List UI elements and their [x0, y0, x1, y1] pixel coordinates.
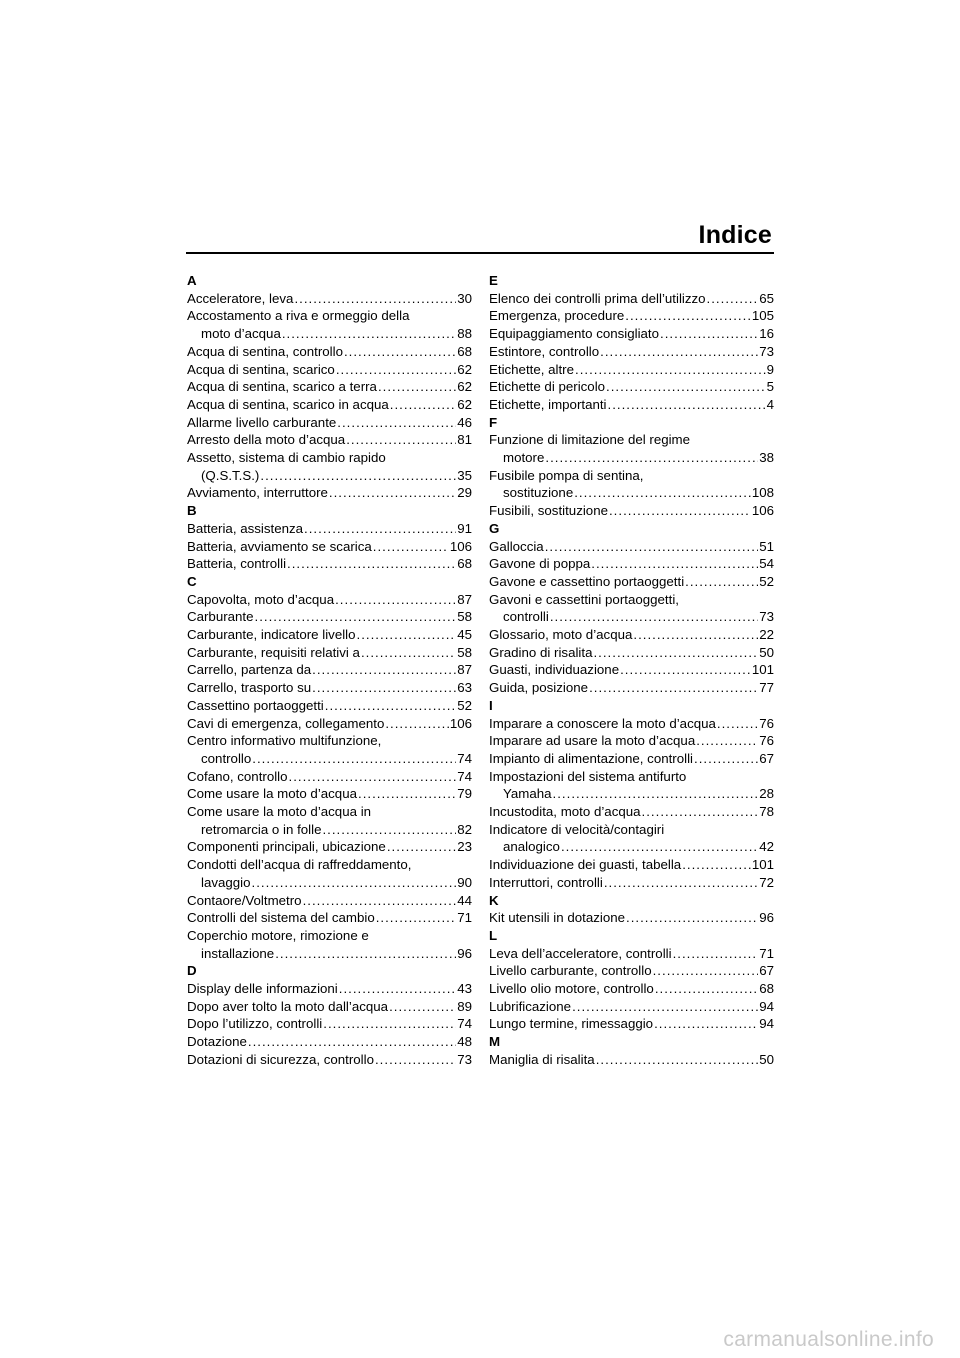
index-entry-page: 88: [457, 326, 472, 342]
dot-leader: [255, 608, 457, 626]
dot-leader: [717, 715, 758, 733]
dot-leader: [357, 626, 457, 644]
dot-leader: [593, 644, 758, 662]
dot-leader: [252, 874, 457, 892]
dot-leader: [654, 1015, 758, 1033]
index-entry-text: Gavone di poppa: [489, 556, 591, 572]
index-letter-heading: M: [489, 1034, 501, 1050]
index-entry-text: Display delle informazioni: [187, 981, 338, 997]
index-entry-page: 73: [759, 343, 774, 359]
index-entry: [489, 856, 774, 874]
index-entry-text: installazione: [201, 945, 275, 961]
index-entry-text: Livello carburante, controllo: [489, 963, 652, 979]
index-entry: [187, 644, 472, 662]
index-entry: [187, 768, 472, 786]
index-entry-text: Capovolta, moto d’acqua: [187, 591, 335, 607]
dot-leader: [339, 980, 456, 998]
index-entry-text: Acceleratore, leva: [187, 290, 294, 306]
index-entry-text: Acqua di sentina, scarico in acqua: [187, 396, 389, 412]
index-entry-page: 106: [449, 538, 472, 554]
index-entry-page: 68: [457, 343, 472, 359]
index-entry-text: Leva dell’acceleratore, controlli: [489, 945, 672, 961]
index-entry-text: Arresto della moto d’acqua: [187, 432, 346, 448]
dot-leader: [322, 821, 456, 839]
index-entry: [489, 307, 774, 325]
dot-leader: [375, 1051, 456, 1069]
index-entry-text: Impianto di alimentazione, controlli: [489, 750, 693, 766]
index-entry-text: Imparare ad usare la moto d’acqua: [489, 733, 696, 749]
index-entry-text: sostituzione: [503, 485, 574, 501]
dot-leader: [329, 484, 456, 502]
index-entry-page: 45: [457, 627, 472, 643]
index-entry-text: Livello olio motore, controllo: [489, 981, 654, 997]
index-entry: [489, 361, 774, 379]
index-entry-text: Acqua di sentina, scarico a terra: [187, 379, 377, 395]
dot-leader: [335, 591, 456, 609]
dot-leader: [642, 803, 759, 821]
index-entry: [187, 626, 472, 644]
index-entry-page: 74: [457, 768, 472, 784]
dot-leader: [625, 307, 751, 325]
index-entry-text: Accostamento a riva e ormeggio della: [187, 308, 410, 324]
index-entry: [187, 892, 472, 910]
index-entry-page: 4: [766, 396, 774, 412]
index-entry: [489, 732, 774, 750]
index-entry-page: 54: [759, 556, 774, 572]
index-entry-text: Fusibili, sostituzione: [489, 503, 608, 519]
index-entry: [187, 998, 472, 1016]
index-entry: [489, 1051, 774, 1069]
index-entry-text: Contaore/Voltmetro: [187, 892, 302, 908]
dot-leader: [312, 679, 456, 697]
dot-leader: [685, 573, 758, 591]
index-letter-heading: F: [489, 414, 498, 430]
index-entry: [489, 803, 774, 821]
index-entry: [489, 591, 774, 626]
index-entry-page: 74: [457, 1016, 472, 1032]
index-letter-heading: B: [187, 503, 197, 519]
index-entry: [489, 555, 774, 573]
index-entry-text: analogico: [503, 839, 560, 855]
dot-leader: [561, 838, 758, 856]
index-entry-page: 106: [449, 715, 472, 731]
index-letter-heading: C: [187, 573, 197, 589]
index-entry-text: Cassettino portaoggetti: [187, 697, 324, 713]
index-entry-text: Cofano, controllo: [187, 768, 288, 784]
index-entry: [187, 608, 472, 626]
index-entry-page: 52: [457, 697, 472, 713]
dot-leader: [275, 945, 456, 963]
index-entry: [187, 431, 472, 449]
index-entry-page: 108: [751, 485, 774, 501]
index-entry: [489, 396, 774, 414]
index-letter-heading: L: [489, 927, 498, 943]
index-entry: [489, 644, 774, 662]
index-entry-page: 68: [759, 981, 774, 997]
index-entry: [489, 821, 774, 856]
dot-leader: [609, 502, 751, 520]
index-entry-text: Emergenza, procedure: [489, 308, 625, 324]
index-entry-page: 42: [759, 839, 774, 855]
index-entry-page: 81: [457, 432, 472, 448]
index-entry-page: 62: [457, 379, 472, 395]
index-entry-page: 35: [457, 467, 472, 483]
dot-leader: [373, 538, 449, 556]
index-entry-text: Avviamento, interruttore: [187, 485, 328, 501]
index-entry-text: Condotti dell’acqua di raffreddamento,: [187, 857, 412, 873]
index-entry: [489, 945, 774, 963]
index-entry: [187, 555, 472, 573]
dot-leader: [550, 608, 758, 626]
dot-leader: [682, 856, 751, 874]
index-entry-text: Interruttori, controlli: [489, 874, 603, 890]
dot-leader: [337, 414, 456, 432]
index-entry: [489, 998, 774, 1016]
index-entry: [187, 538, 472, 556]
index-entry-text: Batteria, assistenza: [187, 520, 304, 536]
index-entry: [187, 361, 472, 379]
index-entry-text: Gradino di risalita: [489, 644, 593, 660]
dot-leader: [633, 626, 758, 644]
index-entry-page: 82: [457, 821, 472, 837]
dot-leader: [389, 998, 456, 1016]
dot-leader: [303, 892, 457, 910]
index-entry: [187, 396, 472, 414]
index-entry: [489, 467, 774, 502]
dot-leader: [673, 945, 759, 963]
index-entry-page: 62: [457, 396, 472, 412]
index-entry-page: 89: [457, 998, 472, 1014]
index-entry-page: 94: [759, 998, 774, 1014]
index-entry: [489, 768, 774, 803]
index-entry-text: Assetto, sistema di cambio rapido: [187, 450, 386, 466]
index-entry: [187, 414, 472, 432]
index-entry: [489, 573, 774, 591]
index-entry: [489, 874, 774, 892]
index-entry-page: 87: [457, 662, 472, 678]
dot-leader: [591, 555, 758, 573]
index-entry-text: Dotazioni di sicurezza, controllo: [187, 1051, 374, 1067]
index-entry-text: Come usare la moto d’acqua: [187, 786, 357, 802]
index-entry-text: Kit utensili in dotazione: [489, 910, 626, 926]
dot-leader: [545, 449, 758, 467]
index-entry: [187, 803, 472, 838]
index-entry-page: 5: [766, 379, 774, 395]
index-entry: [187, 679, 472, 697]
index-entry-text: Etichette, importanti: [489, 396, 607, 412]
dot-leader: [252, 750, 456, 768]
dot-leader: [626, 909, 758, 927]
index-entry: [489, 750, 774, 768]
index-entry-page: 105: [751, 308, 774, 324]
index-entry: [187, 838, 472, 856]
index-letter-heading: K: [489, 892, 499, 908]
index-column-left: [187, 272, 472, 1069]
index-entry: [187, 484, 472, 502]
index-entry-text: Individuazione dei guasti, tabella: [489, 857, 682, 873]
index-entry: [187, 715, 472, 733]
index-entry-text: Yamaha: [503, 786, 552, 802]
index-entry-page: 96: [759, 910, 774, 926]
index-entry: [187, 697, 472, 715]
index-entry: [489, 962, 774, 980]
index-entry: [187, 785, 472, 803]
dot-leader: [572, 998, 758, 1016]
index-entry: [187, 856, 472, 891]
index-entry-text: controllo: [201, 750, 252, 766]
index-entry-page: 44: [457, 892, 472, 908]
dot-leader: [361, 644, 456, 662]
index-entry: [187, 307, 472, 342]
index-entry-page: 62: [457, 361, 472, 377]
index-entry-page: 52: [759, 573, 774, 589]
dot-leader: [282, 325, 456, 343]
dot-leader: [655, 980, 758, 998]
dot-leader: [248, 1033, 456, 1051]
dot-leader: [304, 520, 456, 538]
dot-leader: [376, 909, 456, 927]
dot-leader: [696, 732, 758, 750]
dot-leader: [287, 555, 456, 573]
index-entry-page: 51: [759, 538, 774, 554]
index-entry-text: Glossario, moto d’acqua: [489, 627, 633, 643]
dot-leader: [653, 962, 759, 980]
index-entry-page: 71: [759, 945, 774, 961]
index-entry: [187, 927, 472, 962]
index-entry-page: 76: [759, 715, 774, 731]
index-entry-page: 73: [759, 609, 774, 625]
index-entry-page: 16: [759, 326, 774, 342]
index-entry-text: Gavone e cassettino portaoggetti: [489, 573, 685, 589]
index-entry-text: Carrello, partenza da: [187, 662, 312, 678]
index-entry-page: 67: [759, 750, 774, 766]
index-entry: [489, 502, 774, 520]
index-entry-text: Centro informativo multifunzione,: [187, 733, 382, 749]
index-entry-page: 22: [759, 627, 774, 643]
dot-leader: [596, 1051, 759, 1069]
index-entry-text: Guasti, individuazione: [489, 662, 620, 678]
index-entry-text: Galloccia: [489, 538, 544, 554]
index-entry: [489, 1015, 774, 1033]
index-entry-text: Come usare la moto d’acqua in: [187, 804, 372, 820]
dot-leader: [608, 396, 766, 414]
index-entry-page: 43: [457, 981, 472, 997]
index-entry-page: 30: [457, 290, 472, 306]
index-entry-page: 101: [751, 857, 774, 873]
index-entry-text: Dotazione: [187, 1034, 247, 1050]
index-entry-page: 101: [751, 662, 774, 678]
dot-leader: [620, 661, 751, 679]
index-entry-text: Elenco dei controlli prima dell’utilizzo: [489, 290, 706, 306]
index-entry-text: Batteria, controlli: [187, 556, 287, 572]
index-entry-page: 58: [457, 644, 472, 660]
index-entry-text: Carburante, requisiti relativi a: [187, 644, 360, 660]
dot-leader: [545, 538, 759, 556]
index-entry: [489, 661, 774, 679]
index-entry-text: Estintore, controllo: [489, 343, 600, 359]
index-entry-text: Carburante, indicatore livello: [187, 627, 356, 643]
index-entry-text: Cavi di emergenza, collegamento: [187, 715, 385, 731]
dot-leader: [325, 697, 456, 715]
index-entry-page: 46: [457, 414, 472, 430]
index-entry-page: 79: [457, 786, 472, 802]
index-entry: [489, 431, 774, 466]
index-entry-text: Maniglia di risalita: [489, 1051, 595, 1067]
page-title: Indice: [698, 221, 772, 249]
dot-leader: [344, 343, 456, 361]
index-entry-text: retromarcia o in folle: [201, 821, 322, 837]
index-entry-text: controlli: [503, 609, 549, 625]
index-entry: [187, 1051, 472, 1069]
index-entry-page: 48: [457, 1034, 472, 1050]
index-entry-page: 74: [457, 750, 472, 766]
index-letter-heading: G: [489, 520, 500, 536]
dot-leader: [378, 378, 456, 396]
index-entry-text: Impostazioni del sistema antifurto: [489, 768, 687, 784]
index-entry-text: Fusibile pompa di sentina,: [489, 467, 644, 483]
dot-leader: [312, 661, 456, 679]
index-entry-text: Indicatore di velocità/contagiri: [489, 821, 665, 837]
index-entry-page: 106: [751, 503, 774, 519]
index-entry: [187, 1033, 472, 1051]
index-entry-text: (Q.S.T.S.): [201, 467, 260, 483]
index-entry: [187, 661, 472, 679]
index-entry-text: Funzione di limitazione del regime: [489, 432, 691, 448]
index-entry: [187, 591, 472, 609]
index-entry-page: 50: [759, 1051, 774, 1067]
index-entry-page: 96: [457, 945, 472, 961]
index-letter-heading: A: [187, 273, 197, 288]
index-entry-page: 78: [759, 804, 774, 820]
dot-leader: [600, 343, 758, 361]
dot-leader: [606, 378, 766, 396]
index-entry-text: Lubrificazione: [489, 998, 572, 1014]
index-entry-text: Dopo l’utilizzo, controlli: [187, 1016, 323, 1032]
index-entry-page: 67: [759, 963, 774, 979]
index-entry-page: 23: [457, 839, 472, 855]
index-entry: [187, 449, 472, 484]
index-entry-page: 38: [759, 450, 774, 465]
index-entry-page: 65: [759, 290, 774, 306]
index-entry: [187, 520, 472, 538]
index-entry-text: Incustodita, moto d’acqua: [489, 804, 641, 820]
index-entry-page: 28: [759, 786, 774, 802]
index-entry-text: Acqua di sentina, controllo: [187, 343, 343, 359]
index-entry-page: 50: [759, 644, 774, 660]
dot-leader: [358, 785, 456, 803]
index-entry: [187, 1015, 472, 1033]
index-entry-page: 87: [457, 591, 472, 607]
dot-leader: [575, 361, 766, 379]
index-entry-page: 63: [457, 680, 472, 696]
index-entry-text: Lungo termine, rimessaggio: [489, 1016, 654, 1032]
index-entry-page: 77: [759, 680, 774, 696]
index-entry-page: 94: [759, 1016, 774, 1032]
dot-leader: [289, 768, 457, 786]
index-entry-text: Equipaggiamento consigliato: [489, 326, 660, 342]
dot-leader: [260, 467, 456, 485]
dot-leader: [390, 396, 456, 414]
index-entry-text: lavaggio: [201, 874, 251, 890]
dot-leader: [574, 484, 751, 502]
index-entry-text: Coperchio motore, rimozione e: [187, 927, 369, 943]
index-entry: [489, 626, 774, 644]
index-entry-text: Etichette di pericolo: [489, 379, 606, 395]
index-entry-page: 58: [457, 609, 472, 625]
dot-leader: [694, 750, 758, 768]
index-entry-page: 73: [457, 1051, 472, 1067]
index-entry: [187, 980, 472, 998]
index-letter-heading: E: [489, 273, 498, 288]
index-entry-text: Controlli del sistema del cambio: [187, 910, 375, 926]
index-entry: [187, 909, 472, 927]
index-letter-heading: D: [187, 963, 197, 979]
dot-leader: [385, 715, 448, 733]
index-entry: [187, 343, 472, 361]
watermark: carmanualsonline.info: [723, 1328, 934, 1351]
index-entry: [489, 290, 774, 308]
index-entry: [489, 325, 774, 343]
index-entry-page: 72: [759, 874, 774, 890]
index-entry-page: 91: [457, 520, 472, 536]
index-entry-text: moto d’acqua: [201, 326, 281, 342]
dot-leader: [553, 785, 759, 803]
index-entry: [489, 679, 774, 697]
dot-leader: [323, 1015, 456, 1033]
index-entry: [187, 732, 472, 767]
index-entry-text: Carrello, trasporto su: [187, 680, 312, 696]
dot-leader: [387, 838, 456, 856]
index-entry: [489, 538, 774, 556]
index-entry-page: 71: [457, 910, 472, 926]
index-entry-page: 68: [457, 556, 472, 572]
title-rule: [186, 252, 774, 254]
index-entry-text: Guida, posizione: [489, 680, 589, 696]
index-entry-text: Etichette, altre: [489, 361, 574, 377]
dot-leader: [707, 290, 759, 308]
index-entry: [187, 378, 472, 396]
index-entry-text: Imparare a conoscere la moto d’acqua: [489, 715, 716, 731]
index-entry-text: Dopo aver tolto la moto dall’acqua: [187, 998, 389, 1014]
index-letter-heading: I: [489, 697, 493, 713]
index-entry-page: 90: [457, 874, 472, 890]
dot-leader: [589, 679, 758, 697]
index-entry: [489, 378, 774, 396]
index-entry-text: Componenti principali, ubicazione: [187, 839, 386, 855]
dot-leader: [294, 290, 456, 308]
index-entry-text: Acqua di sentina, scarico: [187, 361, 335, 377]
index-entry-text: Allarme livello carburante: [187, 414, 337, 430]
index-entry: [489, 343, 774, 361]
index-entry: [187, 290, 472, 308]
index-entry-text: Carburante: [187, 609, 254, 625]
dot-leader: [604, 874, 758, 892]
index-entry-page: 29: [457, 485, 472, 501]
index-entry-text: Batteria, avviamento se scarica: [187, 538, 372, 554]
index-entry: [489, 909, 774, 927]
dot-leader: [336, 361, 456, 379]
index-column-right: [489, 272, 774, 1069]
dot-leader: [660, 325, 758, 343]
index-entry: [489, 980, 774, 998]
index-entry-page: 76: [759, 733, 774, 749]
index-entry-page: 9: [766, 361, 774, 377]
index-entry-text: Gavoni e cassettini portaoggetti,: [489, 591, 679, 607]
index-entry-text: motore: [503, 450, 545, 465]
index-entry: [489, 715, 774, 733]
dot-leader: [346, 431, 456, 449]
